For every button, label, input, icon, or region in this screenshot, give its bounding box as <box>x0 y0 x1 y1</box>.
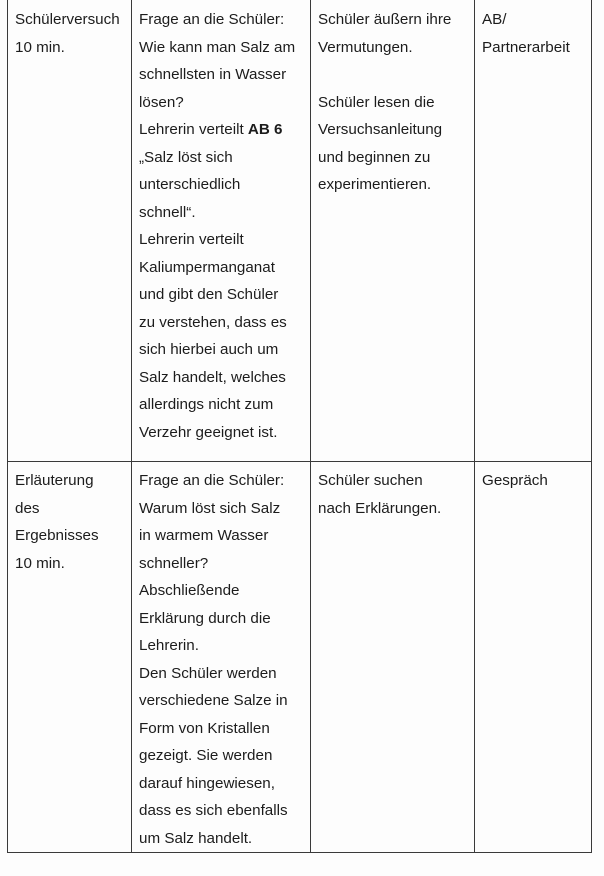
teacher-activity-cell <box>132 0 311 462</box>
student-activity-text: Schüler äußern ihre Vermutungen. <box>318 11 452 56</box>
phase-text: Schülerversuch 10 min. <box>15 11 120 56</box>
social-form-text: AB/ Partnerarbeit <box>482 11 570 56</box>
phase-cell <box>8 0 132 462</box>
teacher-material-text: Lehrerin verteilt Kaliumpermanganat und gibt den Schüler zu verstehen, dass es sich hierbei auch um Salz handelt, welches allerdings nicht zum Verzehr geeignet ist. <box>139 231 287 441</box>
lesson-plan-table <box>7 0 592 853</box>
teacher-activity-text: Frage an die Schüler: Warum löst sich Salz in warmem Wasser schneller? Abschließende Erklärung durch die Lehrerin. Den Schüler werden verschiedene Salze in Form von Kristallen gezeigt. Sie werden darauf hingewiesen, dass es sich ebenfalls um Salz handelt. <box>139 472 288 847</box>
teacher-question-text: Frage an die Schüler: Wie kann man Salz am schnellsten in Wasser lösen? <box>139 11 296 111</box>
social-form-cell <box>475 0 592 462</box>
phase-text: Erläuterung des Ergebnisses 10 min. <box>15 472 99 572</box>
student-activity-cell <box>311 462 475 853</box>
student-activity-text: Schüler lesen die Versuchsanleitung und beginnen zu experimentieren. <box>318 93 443 193</box>
worksheet-title-text: „Salz löst sich unterschiedlich schnell“. <box>139 148 241 221</box>
teacher-activity-cell <box>132 462 311 853</box>
social-form-cell <box>475 462 592 853</box>
worksheet-reference: AB 6 <box>247 121 283 138</box>
student-activity-text: Schüler suchen nach Erklärungen. <box>318 472 442 517</box>
social-form-text: Gespräch <box>482 472 548 489</box>
table-row <box>8 462 592 853</box>
student-activity-cell <box>311 0 475 462</box>
phase-cell <box>8 462 132 853</box>
teacher-handout-prefix: Lehrerin verteilt <box>139 121 248 138</box>
table-row <box>8 0 592 462</box>
